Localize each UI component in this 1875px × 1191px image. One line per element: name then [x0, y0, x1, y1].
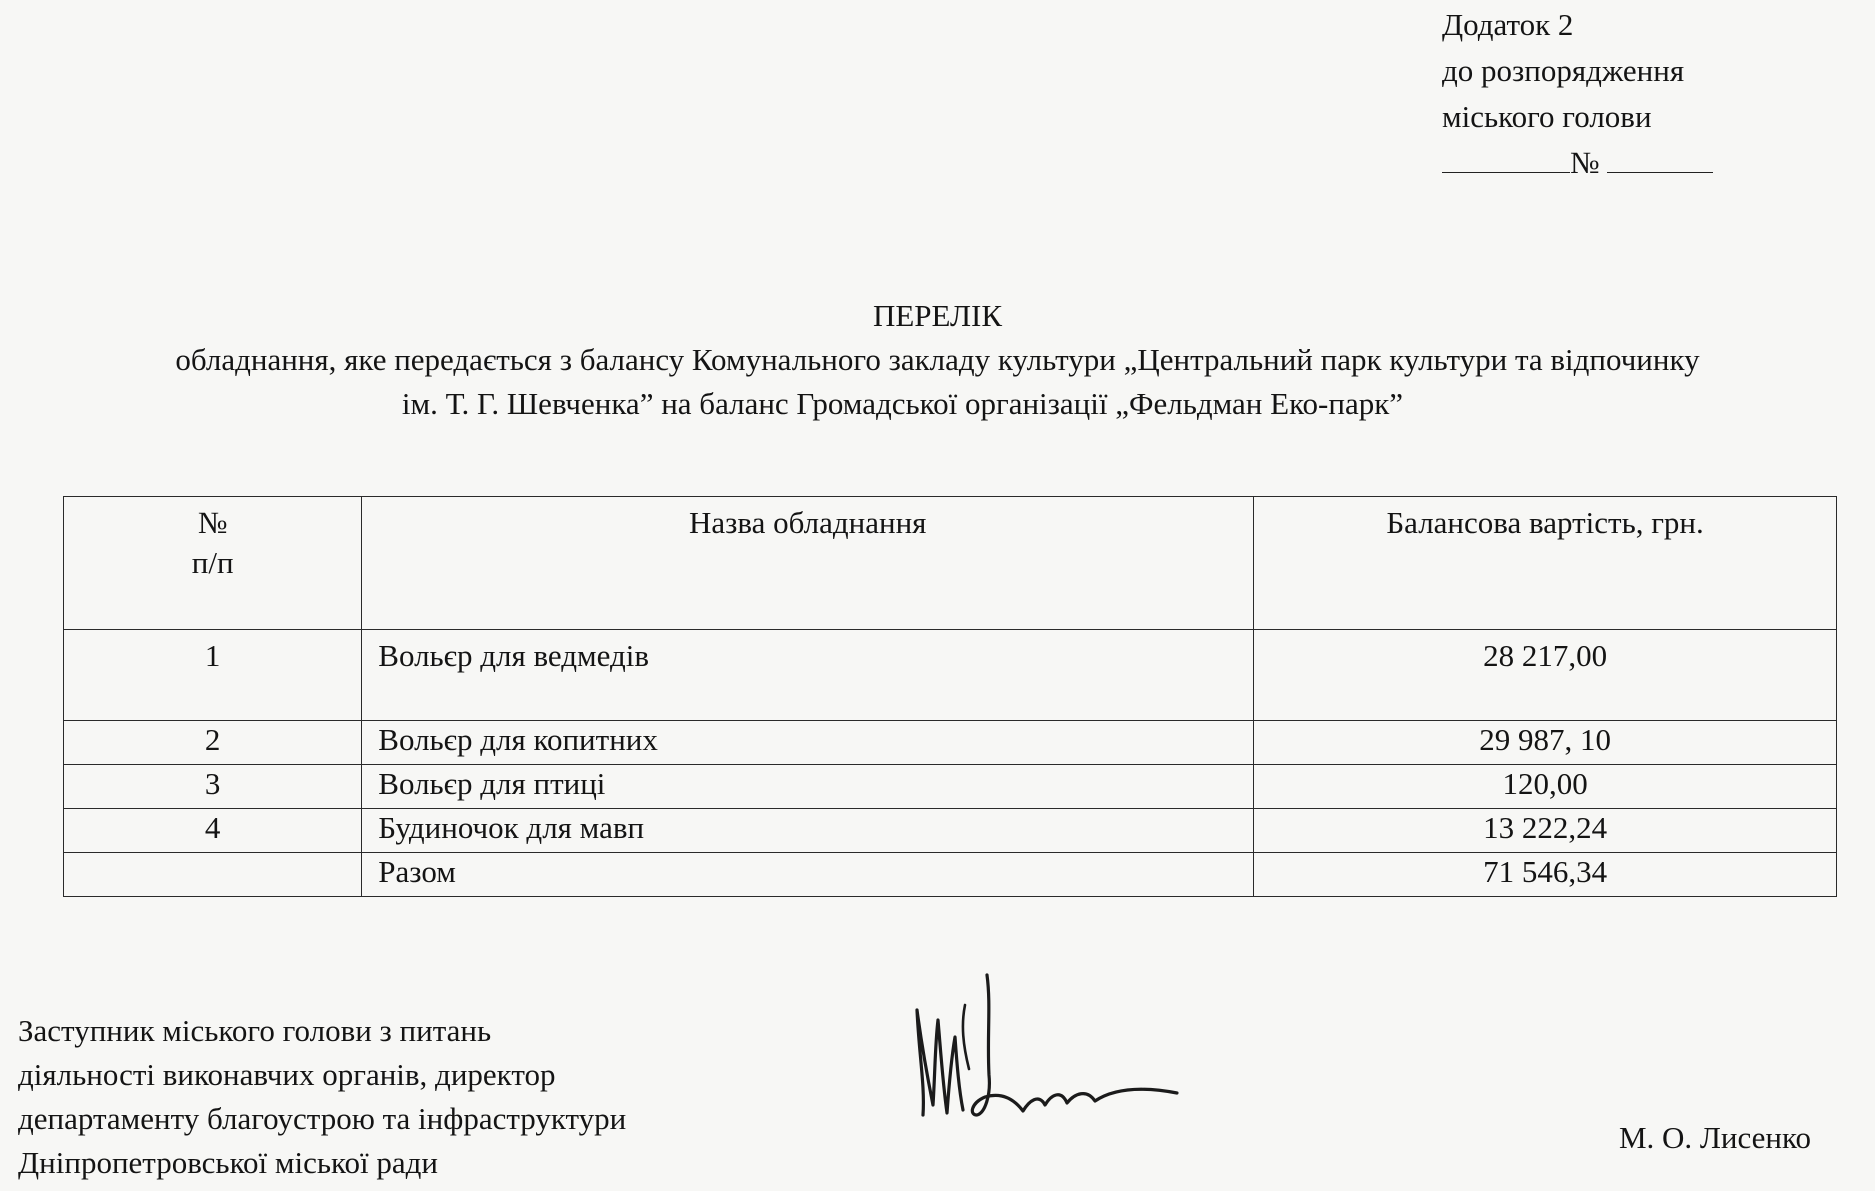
appendix-line-1: Додаток 2 — [1442, 7, 1574, 42]
table-total-row — [64, 853, 1837, 897]
row-number: 1 — [64, 630, 362, 721]
row-number: 4 — [64, 809, 362, 853]
header-number — [64, 497, 362, 630]
row-name: Вольєр для ведмедів — [362, 630, 1254, 721]
signoff-block — [18, 1009, 626, 1185]
signer-name: М. О. Лисенко — [1618, 1120, 1811, 1155]
row-number: 3 — [64, 765, 362, 809]
table-row — [64, 721, 1837, 765]
signoff-line-3: департаменту благоустрою та інфраструктури — [18, 1101, 627, 1136]
signoff-line-4: Дніпропетровської міської ради — [18, 1145, 439, 1180]
header-number-line-2: п/п — [191, 545, 234, 580]
row-value: 13 222,24 — [1254, 809, 1837, 853]
number-blank — [1607, 142, 1713, 173]
table-row — [64, 765, 1837, 809]
row-value: 29 987, 10 — [1254, 721, 1837, 765]
row-number: 2 — [64, 721, 362, 765]
document-title — [0, 294, 1875, 426]
handwritten-signature — [905, 965, 1185, 1140]
header-name: Назва обладнання — [362, 497, 1254, 630]
title-line-3: ім. Т. Г. Шевченка” на баланс Громадської організації „Фельдман Еко-парк” — [401, 386, 1404, 421]
row-name: Вольєр для копитних — [362, 721, 1254, 765]
appendix-line-2: до розпорядження — [1442, 53, 1685, 88]
title-heading: ПЕРЕЛІК — [872, 298, 1003, 333]
signoff-line-2: діяльності виконавчих органів, директор — [18, 1057, 556, 1092]
table-header-row — [64, 497, 1837, 630]
appendix-block — [1442, 2, 1713, 186]
row-name: Будиночок для мавп — [362, 809, 1254, 853]
equipment-table — [63, 496, 1837, 897]
number-sign: № — [1570, 145, 1600, 180]
appendix-line-3: міського голови — [1442, 99, 1652, 134]
date-blank — [1442, 142, 1570, 173]
appendix-number-line — [1442, 140, 1713, 186]
total-label: Разом — [362, 853, 1254, 897]
row-value: 120,00 — [1254, 765, 1837, 809]
table-row — [64, 809, 1837, 853]
table-row — [64, 630, 1837, 721]
header-number-line-1: № — [197, 505, 228, 540]
total-number-cell — [64, 853, 362, 897]
row-name: Вольєр для птиці — [362, 765, 1254, 809]
signoff-line-1: Заступник міського голови з питань — [18, 1013, 492, 1048]
row-value: 28 217,00 — [1254, 630, 1837, 721]
header-value: Балансова вартість, грн. — [1254, 497, 1837, 630]
total-value: 71 546,34 — [1254, 853, 1837, 897]
title-line-2: обладнання, яке передається з балансу Комунального закладу культури „Центральний парк культури та відпочинку — [175, 342, 1700, 377]
